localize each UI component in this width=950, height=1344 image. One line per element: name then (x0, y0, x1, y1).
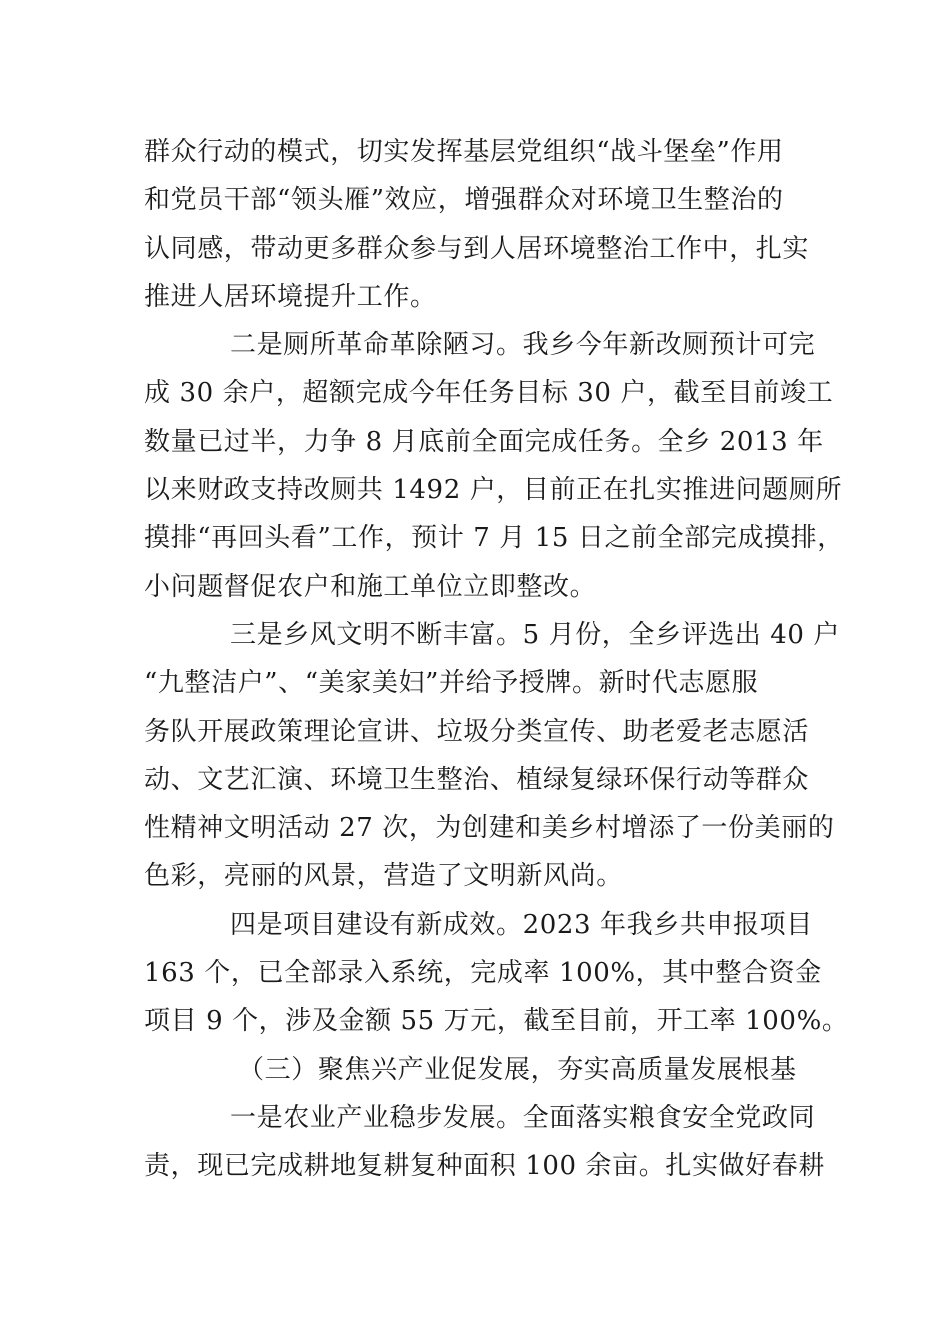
text-line: 以来财政支持改厕共 1492 户，目前正在扎实推进问题厕所 (144, 475, 843, 506)
paragraph-start-line: 二是厕所革命革除陋习。我乡今年新改厕预计可完 (230, 330, 816, 361)
text-line: 小问题督促农户和施工单位立即整改。 (144, 571, 597, 602)
text-line: 动、文艺汇演、环境卫生整治、植绿复绿环保行动等群众 (144, 764, 810, 795)
section-heading: （三）聚焦兴产业促发展，夯实高质量发展根基 (238, 1054, 797, 1085)
paragraph-start-line: 三是乡风文明不断丰富。5 月份，全乡评选出 40 户 (230, 619, 841, 650)
text-line: 推进人居环境提升工作。 (144, 281, 437, 312)
text-line: 摸排“再回头看”工作，预计 7 月 15 日之前全部完成摸排， (144, 523, 844, 554)
document-body (144, 128, 849, 1191)
text-line: 性精神文明活动 27 次，为创建和美乡村增添了一份美丽的 (144, 813, 835, 844)
text-line: 认同感，带动更多群众参与到人居环境整治工作中，扎实 (144, 233, 810, 264)
text-line: 色彩，亮丽的风景，营造了文明新风尚。 (144, 861, 623, 892)
text-line: 163 个，已全部录入系统，完成率 100%，其中整合资金 (144, 958, 822, 989)
text-line: 数量已过半，力争 8 月底前全面完成任务。全乡 2013 年 (144, 426, 824, 457)
paragraph-start-line: 四是项目建设有新成效。2023 年我乡共申报项目 (230, 909, 813, 940)
text-line: 项目 9 个，涉及金额 55 万元，截至目前，开工率 100%。 (144, 1006, 849, 1037)
paragraph-start-line: 一是农业产业稳步发展。全面落实粮食安全党政同 (230, 1102, 816, 1133)
text-line: 群众行动的模式，切实发挥基层党组织“战斗堡垒”作用 (144, 137, 784, 167)
text-line: 成 30 余户，超额完成今年任务目标 30 户，截至目前竣工 (144, 378, 834, 409)
text-line: 务队开展政策理论宣讲、垃圾分类宣传、助老爱老志愿活 (144, 716, 810, 747)
text-line: 和党员干部“领头雁”效应，增强群众对环境卫生整治的 (144, 185, 784, 216)
text-line: 责，现已完成耕地复耕复种面积 100 余亩。扎实做好春耕 (144, 1151, 825, 1182)
text-line: “九整洁户”、“美家美妇”并给予授牌。新时代志愿服 (144, 668, 759, 699)
